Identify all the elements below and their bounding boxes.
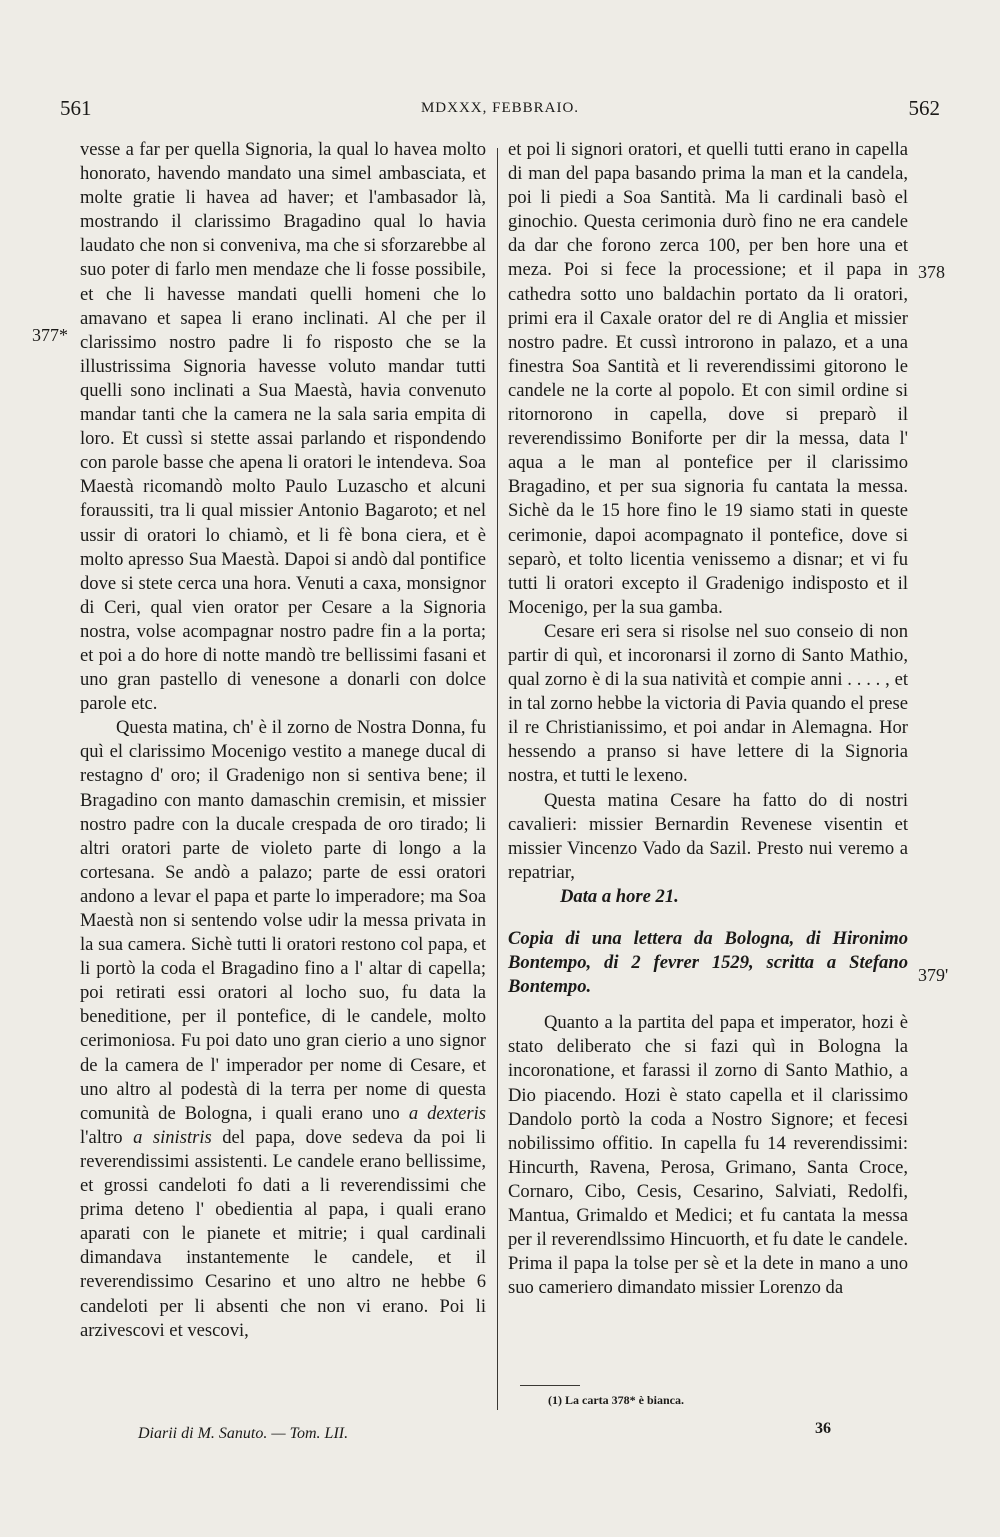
signature-mark: 36 bbox=[815, 1420, 831, 1437]
right-paragraph-3: Questa matina Cesare ha fatto do di nostri cavalieri: missier Bernardin Revenese visentin et missier Vincenzo Vado da Sazil. Presto nui veremo a repatriar, bbox=[508, 789, 908, 883]
right-column bbox=[508, 138, 908, 1300]
letter-heading: Copia di una lettera da Bologna, di Hironimo Bontempo, di 2 fevrer 1529, scritta a Stefano Bontempo. bbox=[508, 928, 908, 998]
left-paragraph-2 bbox=[80, 716, 486, 1342]
page-number-left: 561 bbox=[60, 96, 92, 120]
page-number-right: 562 bbox=[908, 96, 940, 120]
left-paragraph-2-end: del papa, dove sedeva da poi li reverendissimi assistenti. Le candele erano bellissime, et grossi candeloti fo dati a li reverendissimi che prima deteno l' obedientia al papa, i quali erano aparati con le pianete et mitrie; i qual cardinali dimandava instantemente le candele, et il reverendissimo Cesarino et uno altro ne hebbe 6 candeloti per li absenti che non vi erano. Poi li arzivescovi et vescovi, bbox=[80, 1126, 486, 1341]
page-header bbox=[60, 96, 940, 126]
latin-dexteris: a dexteris bbox=[408, 1102, 486, 1124]
left-paragraph-2-altro: l'altro bbox=[80, 1126, 123, 1148]
footnote-divider bbox=[520, 1385, 580, 1386]
right-paragraph-1: et poi li signori oratori, et quelli tutti erano in capella di man del papa basando prima la man et la candela, poi li piedi a Soa Santità. Ma li cardinali basò el ginochio. Questa cerimonia durò fino ne era candele da dar che forono zerca 100, per ben hore una et meza. Poi si fece la processione; et il papa in cathedra sotto uno baldachin portato da li oratori, primi era il Caxale orator del re di Anglia et missier nostro padre. Et cussì introrono in palazo, et a una finestra Soa Santità et li reverendissimi gitorono le candele ne la corte al popolo. Et con simil ordine si ritornorono in capella, dove si preparò il reverendissimo Boniforte per dir la messa, data l' aqua a le man al pontefice per il clarissimo Bragadino, et per sua signoria fu cantata la messa. Sichè da le 15 hore fino le 19 siamo stati in queste cerimonie, dapoi acompagnato il pontefice, dove si separò, et tolto licentia venissemo a disnar; et vi fu tutti li oratori excepto il Gradenigo indisposto et il Mocenigo, per la sua gamba. bbox=[508, 139, 908, 618]
date-line: Data a hore 21. bbox=[560, 885, 679, 907]
column-divider bbox=[497, 148, 498, 1410]
right-paragraph-2: Cesare eri sera si risolse nel suo conseio di non partir di quì, et incoronarsi il zorno di Santo Mathio, qual zorno è di la sua natività et compie anni . . . . , et in tal zorno hebbe la victoria di Pavia quando el prese il re Christianissimo, et poi andar in Alemagna. Hor hessendo a pranso si have lettere di la Signoria nostra, et tutti le lexeno. bbox=[508, 620, 908, 787]
right-paragraph-4: Quanto a la partita del papa et imperator, hozi è stato deliberato che si fazi quì in Bologna la incoronatione, et farassi il zorno di Santo Mathio, a Dio piacendo. Hozi è stato capella et il clarissimo Dandolo portò la coda a Nostro Signore; et fecesi nobilissimo offitio. In capella fu 14 reverendissimi: Hincurth, Ravena, Perosa, Grimano, Santa Croce, Cornaro, Cibo, Cesis, Cesarino, Salviati, Redolfi, Mantua, Grimaldo et Medici; et fu cantata la messa per il reverendlssimo Hincuorth, et fu date le candele. Prima il papa la tolse per sè et la dete in mano a uno suo cameriero dimandato missier Lorenzo da bbox=[508, 1012, 908, 1299]
running-title: MDXXX, FEBBRAIO. bbox=[420, 100, 580, 116]
left-column bbox=[80, 138, 486, 1343]
footer-title: Diarii di M. Sanuto. — Tom. LII. bbox=[138, 1425, 349, 1442]
left-paragraph-1: vesse a far per quella Signoria, la qual lo havea molto honorato, havendo mandato una simel ambasciata, et molte gratie li havea ad haver; et l'ambasador là, mostrando il clarissimo Bragadino qual lo havia laudato che non si conveniva, ma che si sforzarebbe al suo poter di farlo men mendaze che li fosse possibile, et che li havesse mandati quelli homeni che lo amavano et sapea li erano inclinati. Al che per il clarissimo nostro padre li fo risposto che se la illustrissima Signoria havesse voluto mandar tutti quelli sono inclinati a Sua Maestà, havia convenuto mandar tanti che la camera ne la sala saria empita di loro. Et cussì si stette assai parlando et rispondendo con parole basse che apena li oratori le intendeva. Soa Maestà ricomandò molto Paulo Luzascho et alcuni foraussiti, tra li qual missier Antonio Bagaroto; et nel ussir di oratori lo chiamò, et li fè bona ciera, et è molto apresso Sua Maestà. Dapoi si andò dal pontifice dove si stete cerca una hora. Venuti a caxa, monsignor di Ceri, qual vien orator per Cesare a la Signoria nostra, volse acompagnar nostro padre fin a la porta; et poi a do hore di notte mandò tre bellissimi fasani et uno gran pastello di venesone a donarli con dolce parole etc. bbox=[80, 139, 486, 715]
latin-sinistris: a sinistris bbox=[133, 1126, 212, 1148]
margin-note-378: 378 bbox=[918, 262, 945, 282]
left-paragraph-2-text: Questa matina, ch' è il zorno de Nostra Donna, fu quì el clarissimo Mocenigo vestito a manege ducal di restagno d' oro; il Gradenigo non si sentiva bene; il Bragadino con manto damaschin cremisin, et missier nostro padre con la ducale crespada de oro tirado; li altri oratori parte de violeto parte di longo a la cortesana. Se andò a palazo; parte de essi oratori andono a levar el papa et parte lo imperadore; ma Soa Maestà non si sentendo volse udir la messa privata in la sua camera. Sichè tutti li oratori restono col papa, et li portò la coda el Bragadino fino a l' altar di capella; poi retirati essi oratori al locho suo, fu data la beneditione, per il pontefice, di le candele, molto cerimoniosa. Fu poi dato uno gran cierio a uno signor de la camera de l' imperador per nome di Cesare, et uno altro al podestà di la terra per nome di questa comunità de Bologna, i quali erano uno bbox=[80, 717, 486, 1124]
margin-note-377: 377* bbox=[32, 325, 68, 345]
footnote: (1) La carta 378* è bianca. bbox=[548, 1393, 684, 1407]
margin-note-379: 379' bbox=[918, 965, 949, 985]
